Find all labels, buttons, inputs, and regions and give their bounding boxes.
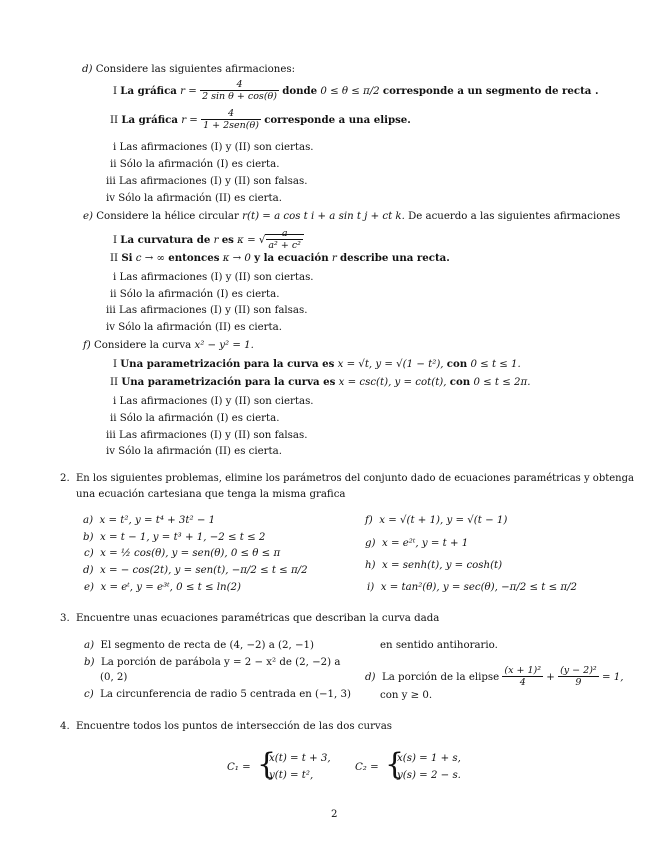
fraction: $\frac{\text{(y − 2)²}}{9}$ <box>560 665 597 689</box>
item-f-option-i: i Las afirmaciones (I) y (II) son ciertas. <box>113 396 314 407</box>
sqrt-symbol: √ <box>258 234 266 246</box>
item-e-option-iii: iii Las afirmaciones (I) y (II) son falsas. <box>106 305 308 316</box>
item-f-option-iii: iii Las afirmaciones (I) y (II) son falsas. <box>106 430 308 441</box>
item-e-intro: e) Considere la hélice circular r(t) = a cos t i + a sin t j + ct k. De acuerdo a las siguientes afirmaciones <box>83 211 621 222</box>
problem-3-item-c: c) La circunferencia de radio 5 centrada en (−1, 3) <box>84 689 351 700</box>
problem-3-item-d: d) La porción de la elipse $\frac{\text{(x + 1)²}}{4}$ + $\frac{\text{(y − 2)²}}{9}$ = 1, <box>365 665 624 689</box>
item-f-label: f) <box>83 340 91 351</box>
item-f-statement-1: I Una parametrización para la curva es x = √t, y = √(1 − t²), con 0 ≤ t ≤ 1. <box>113 358 521 370</box>
problem-2-item-g: g) x = e²ᵗ, y = t + 1 <box>365 538 469 549</box>
problem-2-item-d: d) x = − cos(2t), y = sen(t), −π/2 ≤ t ≤ π/2 <box>83 565 308 576</box>
item-e-option-iv: iv Sólo la afirmación (II) es cierta. <box>106 322 282 333</box>
document-page: d) Considere las siguientes afirmaciones: I La gráfica r = $\frac{4}{\text{2 sin θ + cos(θ)}}$ donde 0 ≤ θ ≤ π/2 corresponde a un segmento de recta . II La gráfica r = $\frac{4}{\text{1 + 2sen(θ)}}$ corresponde a una elipse. i Las afirmaciones (I) y (II) son ciertas. ii Sólo la afirmación (I) es cierta. iii Las afirmaciones (I) y (II) son falsas. iv Sólo la afirmación (II) es cierta. e) Considere la hélice circular r(t) = a cos t i + a sin t j + ct k. De acuerdo a las siguientes afirmaciones I La curvatura de r es κ = √ $\frac{a}{\text{a² + c²}}$ II Si c → ∞ entonces κ → 0 y la ecuación r describe una recta. i Las afirmaciones (I) y (II) son ciertas. ii Sólo la afirmación (I) es cierta. iii Las afirmaciones (I) y (II) son falsas. iv Sólo la afirmación (II) es cierta. f) Considere la curva x² − y² = 1. I Una parametrización para la curva es x = √t, y = √(1 − t²), con 0 ≤ t ≤ 1. II Una parametrización para la curva es x = csc(t), y = cot(t), con 0 ≤ t ≤ 2π. i Las afirmaciones (I) y (II) son ciertas. ii Sólo la afirmación (I) es cierta. iii Las afirmaciones (I) y (II) son falsas. iv Sólo la afirmación (II) es cierta. 2. En los siguientes problemas, elimine los parámetros del conjunto dado de ecuaciones paramétricas y obtenga una ecuación cartesiana que tenga la misma grafica a) x = t², y = t⁴ + 3t² − 1 b) x = t − 1, y = t³ + 1, −2 ≤ t ≤ 2 c) x = ½ cos(θ), y = sen(θ), 0 ≤ θ ≤ π d) x = − cos(2t), y = sen(t), −π/2 ≤ t ≤ π/2 e) x = eᵗ, y = e³ᵗ, 0 ≤ t ≤ ln(2) f) x = √(t + 1), y = √(t − 1) g) x = e²ᵗ, y = t + 1 h) x = senh(t), y = cosh(t) i) x = tan²(θ), y = sec(θ), −π/2 ≤ t ≤ π/2 3. Encuentre unas ecuaciones paramétricas que describan la curva dada a) El segmento de recta de (4, −2) a (2, −1) b) La porción de parábola y = 2 − x² de (2, −2) a (0, 2) c) La circunferencia de radio 5 centrada en (−1, 3) en sentido antihorario. d) La porción de la elipse $\frac{\text{(x + 1)²}}{4}$ + $\frac{\text{(y − 2)²}}{9}$ = 1, con y ≥ 0. 4. Encuentre todos los puntos de intersección de las dos curvas C₁ = { x(t) = t + 3, y(t) = t², C₂ = { x(s) = 1 + s, y(s) = 2 − s. 2 <box>60 64 634 820</box>
item-d-label: d) <box>82 64 93 75</box>
problem-3-item-b-line-2: (0, 2) <box>100 672 128 683</box>
item-e-option-i: i Las afirmaciones (I) y (II) son ciertas. <box>113 272 314 283</box>
statement-number: I <box>113 234 118 246</box>
item-f-intro: f) Considere la curva x² − y² = 1. <box>83 340 254 351</box>
item-f-option-iv: iv Sólo la afirmación (II) es cierta. <box>106 446 282 457</box>
problem-3-title: Encuentre unas ecuaciones paramétricas que describan la curva dada <box>76 613 440 624</box>
problem-2-line-2: una ecuación cartesiana que tenga la misma grafica <box>76 489 346 500</box>
item-d-option-ii: ii Sólo la afirmación (I) es cierta. <box>110 159 280 170</box>
item-e-statement-1: I La curvatura de r es κ = √ $\frac{a}{\text{a² + c²}}$ <box>113 228 304 252</box>
statement-number: I <box>113 85 118 97</box>
problem-2-line-1: En los siguientes problemas, elimine los parámetros del conjunto dado de ecuaciones paramétricas y obtenga <box>76 473 634 484</box>
problem-3-number: 3. <box>60 613 70 624</box>
problem-2-number: 2. <box>60 473 70 484</box>
problem-2-item-h: h) x = senh(t), y = cosh(t) <box>365 560 503 571</box>
item-e-label: e) <box>83 211 94 222</box>
item-f-option-ii: ii Sólo la afirmación (I) es cierta. <box>110 413 280 424</box>
left-brace-icon: { <box>385 747 405 782</box>
problem-3-item-d-line-2: con y ≥ 0. <box>380 690 433 701</box>
page-number: 2 <box>331 809 338 820</box>
statement-number: II <box>110 253 119 264</box>
fraction: $\frac{4}{\text{1 + 2sen(θ)}}$ <box>203 108 259 132</box>
problem-2-item-f: f) x = √(t + 1), y = √(t − 1) <box>365 515 508 526</box>
item-e-option-ii: ii Sólo la afirmación (I) es cierta. <box>110 289 280 300</box>
problem-2-item-c: c) x = ½ cos(θ), y = sen(θ), 0 ≤ θ ≤ π <box>84 548 281 559</box>
statement-number: II <box>110 377 119 388</box>
item-d-intro <box>82 64 295 76</box>
item-d-option-iii: iii Las afirmaciones (I) y (II) son falsas. <box>106 176 308 187</box>
item-d-statement-1: I La gráfica r = $\frac{4}{\text{2 sin θ + cos(θ)}}$ donde 0 ≤ θ ≤ π/2 corresponde a un segmento de recta . <box>113 79 599 103</box>
problem-3-item-a: a) El segmento de recta de (4, −2) a (2, −1) <box>84 640 314 651</box>
problem-4-title: Encuentre todos los puntos de intersección de las dos curvas <box>76 721 392 732</box>
fraction: $\frac{\text{(x + 1)²}}{4}$ <box>504 665 542 689</box>
item-e-statement-2: II Si c → ∞ entonces κ → 0 y la ecuación r describe una recta. <box>110 252 450 264</box>
item-f-statement-2: II Una parametrización para la curva es x = csc(t), y = cot(t), con 0 ≤ t ≤ 2π. <box>110 376 531 388</box>
statement-number: I <box>113 359 118 370</box>
problem-3-continuation: en sentido antihorario. <box>380 640 498 651</box>
problem-2-item-a: a) x = t², y = t⁴ + 3t² − 1 <box>83 515 216 526</box>
problem-4-number: 4. <box>60 721 70 732</box>
fraction: $\frac{4}{\text{2 sin θ + cos(θ)}}$ <box>202 79 277 103</box>
problem-3-item-b-line-1: b) La porción de parábola y = 2 − x² de (2, −2) a <box>84 657 341 668</box>
problem-2-item-b: b) x = t − 1, y = t³ + 1, −2 ≤ t ≤ 2 <box>83 532 266 543</box>
item-d-statement-2: II La gráfica r = $\frac{4}{\text{1 + 2sen(θ)}}$ corresponde a una elipse. <box>110 108 411 132</box>
problem-2-item-i: i) x = tan²(θ), y = sec(θ), −π/2 ≤ t ≤ π/2 <box>367 582 578 593</box>
item-d-option-iv: iv Sólo la afirmación (II) es cierta. <box>106 193 282 204</box>
problem-2-item-e: e) x = eᵗ, y = e³ᵗ, 0 ≤ t ≤ ln(2) <box>84 582 241 593</box>
item-d-text: Considere las siguientes afirmaciones: <box>95 64 296 75</box>
left-brace-icon: { <box>257 747 277 782</box>
item-d-option-i: i Las afirmaciones (I) y (II) son ciertas. <box>113 142 314 153</box>
sqrt-radicand: $\frac{a}{\text{a² + c²}}$ <box>265 234 304 246</box>
statement-number: II <box>110 114 119 126</box>
